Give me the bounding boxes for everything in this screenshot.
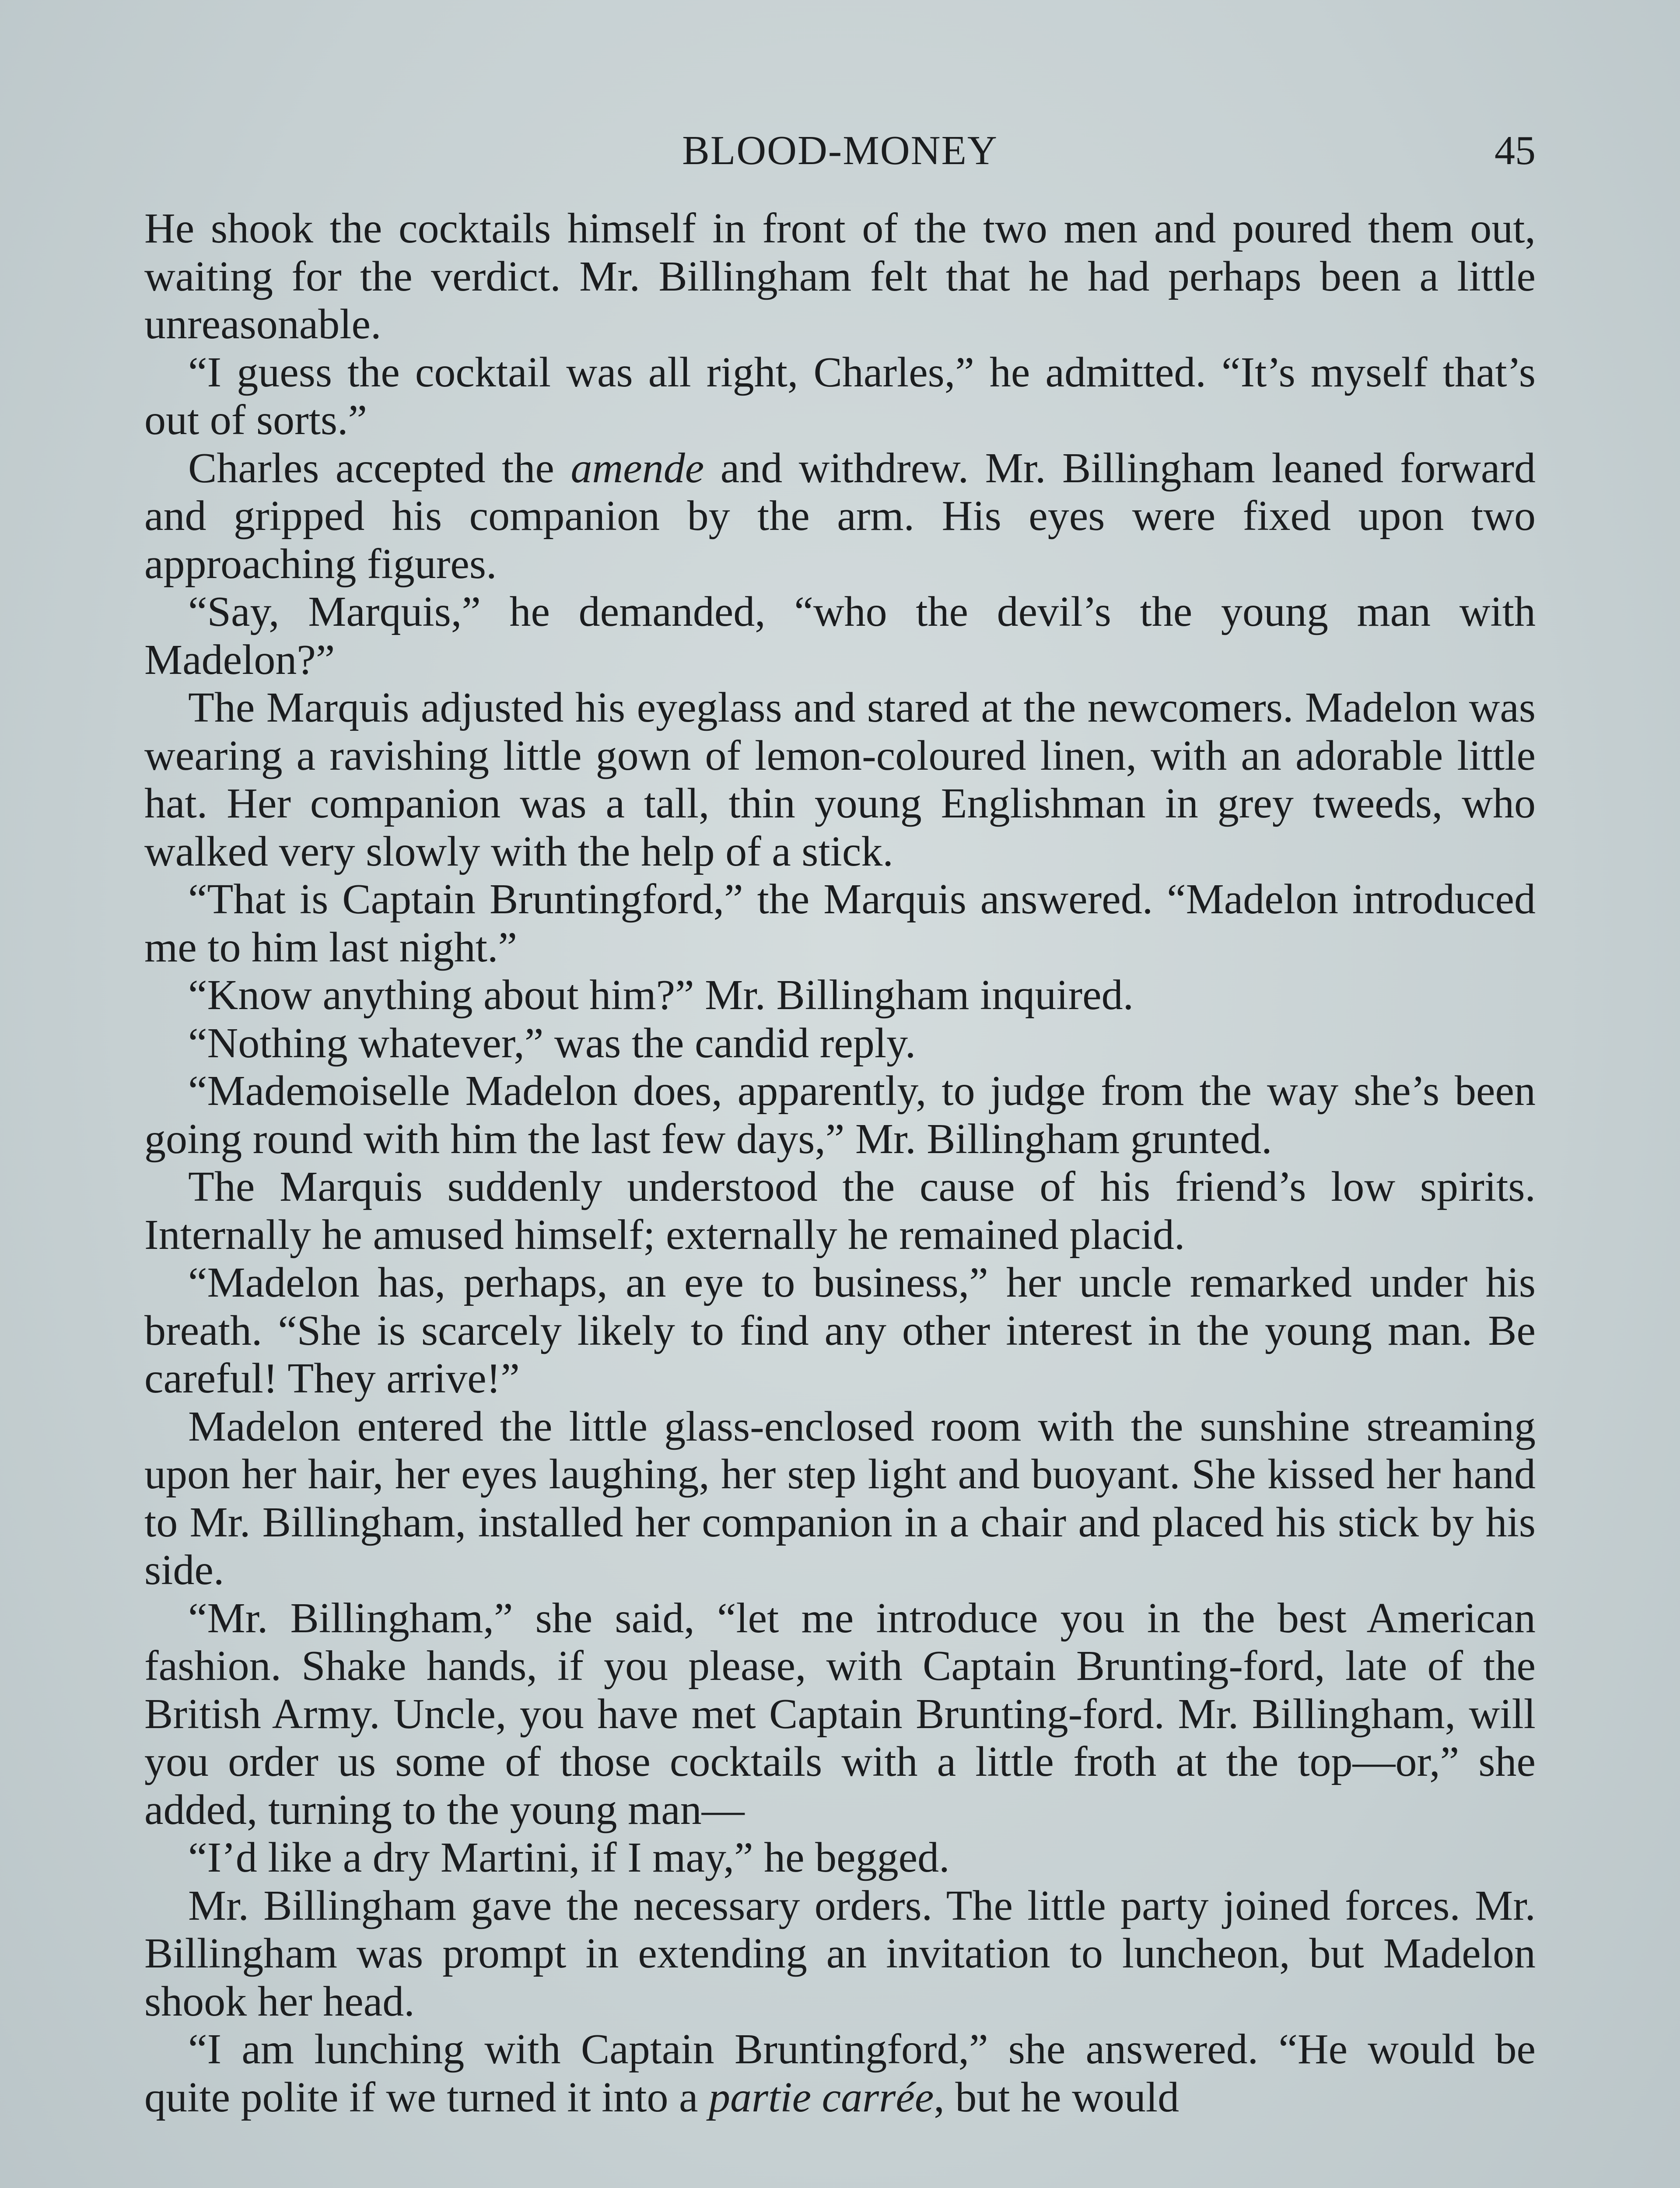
paragraph <box>144 1259 1536 1403</box>
text-run: Charles accepted the <box>188 444 571 492</box>
text-run: and withdrew. Mr. Billingham leaned forward and gripped his companion by the arm. His eyes were fixed upon two approaching figures. <box>144 444 1536 588</box>
paragraph <box>144 349 1536 445</box>
italic-phrase: amende <box>570 444 704 492</box>
text-run: “Mademoiselle Madelon does, apparently, to judge from the way she’s been going round with him the last few days,” Mr. Billingham grunted. <box>144 1067 1536 1163</box>
paragraph <box>144 1020 1536 1068</box>
text-run: Madelon entered the little glass-enclosed room with the sunshine streaming upon her hair, her eyes laughing, her step light and buoyant. She kissed her hand to Mr. Billingham, installed her companion in a chair and placed his stick by his side. <box>144 1403 1536 1594</box>
text-run: Mr. Billingham gave the necessary orders. The little party joined forces. Mr. Billingham was prompt in extending an invitation to luncheon, but Madelon shook her head. <box>144 1882 1536 2025</box>
text-run: “Nothing whatever,” was the candid reply. <box>188 1019 916 1067</box>
text-run: , but he would <box>934 2073 1180 2121</box>
paragraph <box>144 1163 1536 1259</box>
text-run: The Marquis adjusted his eyeglass and stared at the newcomers. Madelon was wearing a ravishing little gown of lemon-coloured linen, with an adorable little hat. Her companion was a tall, thin young Englishman in grey tweeds, who walked very slowly with the help of a stick. <box>144 684 1536 875</box>
running-title: BLOOD-MONEY <box>682 128 998 173</box>
paragraph <box>144 2026 1536 2121</box>
paragraph <box>144 876 1536 971</box>
text-run: “Say, Marquis,” he demanded, “who the devil’s the young man with Madelon?” <box>144 588 1536 684</box>
text-run: He shook the cocktails himself in front of the two men and poured them out, waiting for the verdict. Mr. Billingham felt that he had perhaps been a little unreasonable. <box>144 205 1536 348</box>
paragraph <box>144 205 1536 349</box>
text-run: “That is Captain Bruntingford,” the Marquis answered. “Madelon introduced me to him last night.” <box>144 876 1536 971</box>
page-number: 45 <box>1494 128 1536 173</box>
body-text <box>144 205 1536 2121</box>
text-run: “Madelon has, perhaps, an eye to business,” her uncle remarked under his breath. “She is scarcely likely to find any other interest in the young man. Be careful! They arrive!” <box>144 1259 1536 1402</box>
text-run: “I’d like a dry Martini, if I may,” he begged. <box>188 1834 950 1881</box>
paragraph <box>144 1834 1536 1882</box>
italic-phrase: partie carrée <box>709 2073 934 2121</box>
running-head <box>144 127 1536 179</box>
text-run: “Mr. Billingham,” she said, “let me introduce you in the best American fashion. Shake hands, if you please, with Captain Brunting-ford, late of the British Army. Uncle, you have met Captain Brunting-ford. Mr. Billingham, will you order us some of those cocktails with a little froth at the top—or,” she added, turning to the young man— <box>144 1594 1536 1834</box>
text-run: “I guess the cocktail was all right, Charles,” he admitted. “It’s myself that’s out of sorts.” <box>144 348 1536 444</box>
paragraph <box>144 1595 1536 1834</box>
text-run: “Know anything about him?” Mr. Billingham inquired. <box>188 971 1134 1019</box>
paragraph <box>144 971 1536 1020</box>
paragraph <box>144 1403 1536 1595</box>
text-run: “I am lunching with Captain Bruntingford,” she answered. “He would be quite polite if we turned it into a <box>144 2026 1536 2121</box>
text-run: The Marquis suddenly understood the cause of his friend’s low spirits. Internally he amused himself; externally he remained placid. <box>144 1163 1536 1259</box>
paragraph <box>144 684 1536 876</box>
paragraph <box>144 445 1536 589</box>
paragraph <box>144 1882 1536 2026</box>
paragraph <box>144 588 1536 684</box>
paragraph <box>144 1067 1536 1163</box>
